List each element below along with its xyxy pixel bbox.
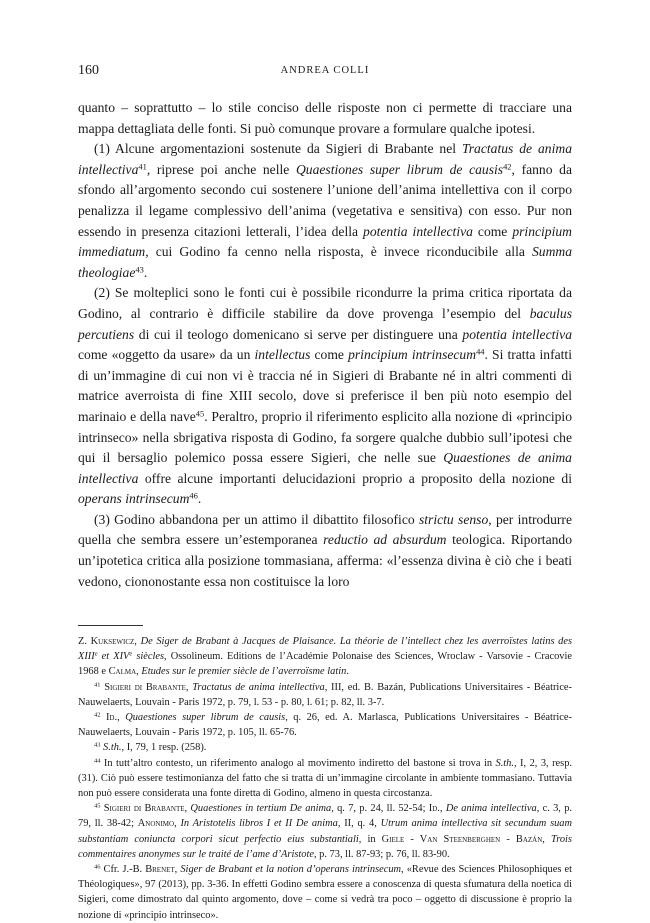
note-ref: e [129,650,133,658]
text-run: Quaestiones de anima intellectiva [78,450,572,486]
text-run: Quaestiones in tertium De anima [190,803,332,815]
text-run: , I, 2, 3, resp. (31). Ciò può essere testimonianza del fatto che si tratta di un’immagine circolante in ambiente tommasiano. Tuttavia non può essere considerata una fonte diretta di Godino, almeno in questa circostanza. [78,757,572,800]
text-run: , riprese poi anche nelle [146,161,296,177]
text-run: . [346,666,349,678]
text-run: Id. [428,803,440,815]
text-run: (3) Godino abbandona per un attimo il dibattito filosofico [94,511,419,527]
note-ref: 41 [94,681,101,689]
text-run: , [439,803,446,815]
note-ref: 41 [138,161,147,172]
text-run: come [310,347,349,363]
text-run: Quaestiones super librum de causis [295,161,504,177]
note-ref: 44 [476,346,485,357]
running-head-author: ANDREA COLLI [280,65,370,76]
text-run: , p. 73, ll. 87-93; p. 76, ll. 83-90. [313,848,450,860]
text-run: come [472,223,513,239]
text-run: quanto – soprattutto – lo stile conciso delle risposte non ci permette di tracciare una mappa dettagliata delle fonti. Si può comunque provare a formulare qualche ipotesi. [78,100,572,136]
text-run: . [197,491,202,507]
text-run: Summa theologiae [78,244,572,280]
note-ref: 43 [135,264,144,275]
text-run: strictu senso [418,511,489,527]
note-ref: 42 [94,711,101,719]
text-run: , [174,818,181,830]
text-run: , [185,681,193,693]
footnote [78,634,572,680]
text-run: Kuksewicz [90,636,135,647]
text-run: Sigieri di Brabante [103,803,185,815]
text-run: , q. 7, p. 24, ll. 52-54; [331,803,429,815]
text-run: reductio ad absurdum [323,532,447,548]
text-run: Quaestiones super librum de causis [125,712,286,724]
text-run: , fanno da sfondo all’argomento secondo cui sostenere l’unione dell’anima intellettiva con il corpo penalizza il legame complessivo dell’anima (vegetativa e sensitiva) con esso. Pur non essendo in presenza citazioni letterali, l’idea della [78,161,573,239]
page-number: 160 [78,63,99,78]
text-run: operans intrinsecum [78,491,190,507]
text-run: Tractatus de anima intellectiva [192,681,325,693]
text-run: . [143,264,148,280]
footnote [78,680,572,710]
text-run: Z. [78,636,91,647]
footnote [78,740,572,755]
text-run: Siger de Brabant et la notion d’operans intrinsecum [180,864,402,876]
footnote [78,756,572,802]
text-run: . Peraltro, proprio il riferimento esplicito alla nozione di «principio intrinseco» nella sbrigativa risposta di Godino, fa sorgere qualche dubbio sull’ipotesi che qui il bersaglio polemico possa essere Sigieri, che nelle sue [78,408,573,466]
footnotes [78,634,572,923]
text-run: In Aristotelis libros I et II De anima [180,818,338,830]
text-run: , III, ed. B. Bazán, Publications Universitaires - Béatrice-Nauwelaerts, Louvain - Paris 1972, p. 79, l. 53 - p. 80, l. 61; p. 82, ll. 3-7. [78,681,573,708]
text-run: Etudes sur le premier siècle de l’averroïsme latin [141,666,347,678]
footnote-separator [78,625,143,626]
text-run: , [134,636,141,647]
footnote [78,862,572,923]
text-run: , [174,864,181,876]
note-ref: 46 [94,863,101,871]
text-run: , I, 79, 1 resp. (258). [121,742,207,754]
text-run: , cui Godino fa cenno nella risposta, è invece riconducibile alla [145,244,532,260]
text-run: , in [358,833,382,845]
text-run: potentia intellectiva [462,326,572,342]
text-run: (1) Alcune argomentazioni sostenute da Sigieri di Brabante nel [94,141,462,157]
text-run: , «Revue des Sciences Philosophiques et Théologiques», 97 (2013), pp. 3-36. In effetti Godino sembra essere a conoscenza di questa sfumatura della noetica di Sigieri, come dimostrato dal quinto argomento, dove – come si vedrà tra poco – oggetto di discussione è proprio la nozione di «principio intrinseco». [78,864,572,921]
text-run: De anima intellectiva [445,803,537,815]
text-run: et XIV [97,651,130,663]
text-run: De Siger de Brabant à Jacques de Plaisance. La théorie de l’intellect chez les averroïstes latins des XIII [78,636,573,663]
text-run: , II, q. 4, [337,818,381,830]
paragraph [78,98,572,139]
running-head [78,63,572,83]
footnote [78,710,572,740]
text-run: S.th. [103,742,122,754]
text-run: , [117,712,126,724]
paragraph [78,283,572,510]
text-run: principium intrinsecum [348,347,477,363]
text-run: di cui il teologo domenicano si serve per distinguere una [134,326,463,342]
note-ref: 44 [94,757,101,765]
text-run: , q. 26, ed. A. Marlasca, Publications Universitaires - Béatrice-Nauwelaerts, Louvain - Paris 1972, p. 105, ll. 65-76. [78,712,572,739]
note-ref: 45 [94,802,101,810]
text-run: principium immediatum [78,223,572,260]
note-ref: 45 [195,408,205,419]
text-run: Brenet [145,864,175,876]
text-run: , c. 3, p. 79, ll. 38-42; [78,803,572,830]
text-run: teologica. Riportando un’ipotetica critica alla posizione tommasiana, afferma: «l’essenza divina è ciò che i beati vedono, ciononostante essa non costituisce la loro [78,532,572,589]
text-run: , [542,833,551,845]
note-ref: 46 [189,490,198,501]
text-run: Giele - Van Steenberghen - Bazán [381,833,543,845]
paragraph [78,510,572,592]
text-run: Utrum anima intellectiva sit secundum suam substantiam coniuncta corpori sicut perfectio eius substantiali [78,818,573,845]
text-run: Anonimo [137,818,175,830]
note-ref: 43 [94,741,101,749]
text-run: intellectus [254,347,311,363]
text-run: Calma [108,666,137,678]
text-run: siècles [132,651,165,663]
text-run: . Si tratta infatti di un’immagine di cui non vi è traccia né in Sigieri di Brabante né in altri commenti di matrice averroista di fine XIII secolo, dove si preferisce il ben più noto esempio del marinaio e della nave [78,347,572,424]
note-ref: 42 [503,161,512,172]
text-run: Trois commentaires anonymes sur le traité de l’ame d’Aristote [78,833,572,860]
text-run: Sigieri di Brabante [104,681,186,693]
text-run: , [184,803,191,815]
text-run: , per introdurre quella che sembra essere un’estemporanea [78,511,572,548]
text-run: Tractatus de anima intellectiva [78,141,572,177]
footnote [78,801,572,862]
paragraph [78,139,572,283]
text-run: Id. [105,712,118,724]
text-run: potentia intellectiva [363,223,473,239]
text-run: , [136,666,142,678]
text-run: Cfr. J.-B. [100,864,146,876]
text-run: In tutt’altro contesto, un riferimento analogo al movimento indiretto del bastone si trova in [100,757,496,769]
text-run: (2) Se molteplici sono le fonti cui è possibile ricondurre la prima critica riportata da Godino, al contrario è difficile stabilire da dove provenga l’esempio del [78,285,572,321]
text-run: S.th. [495,757,514,769]
text-run: come «oggetto da usare» da un [78,347,255,363]
text-run: , Ossolineum. Editions de l’Académie Polonaise des Sciences, Wroclaw - Varsovie - Cracovie 1968 e [78,651,572,678]
text-run: offre alcune importanti delucidazioni proprio a proposito della nozione di [138,470,572,486]
body-text [78,98,572,592]
note-ref: e [94,650,98,658]
text-run: baculus percutiens [78,305,572,342]
